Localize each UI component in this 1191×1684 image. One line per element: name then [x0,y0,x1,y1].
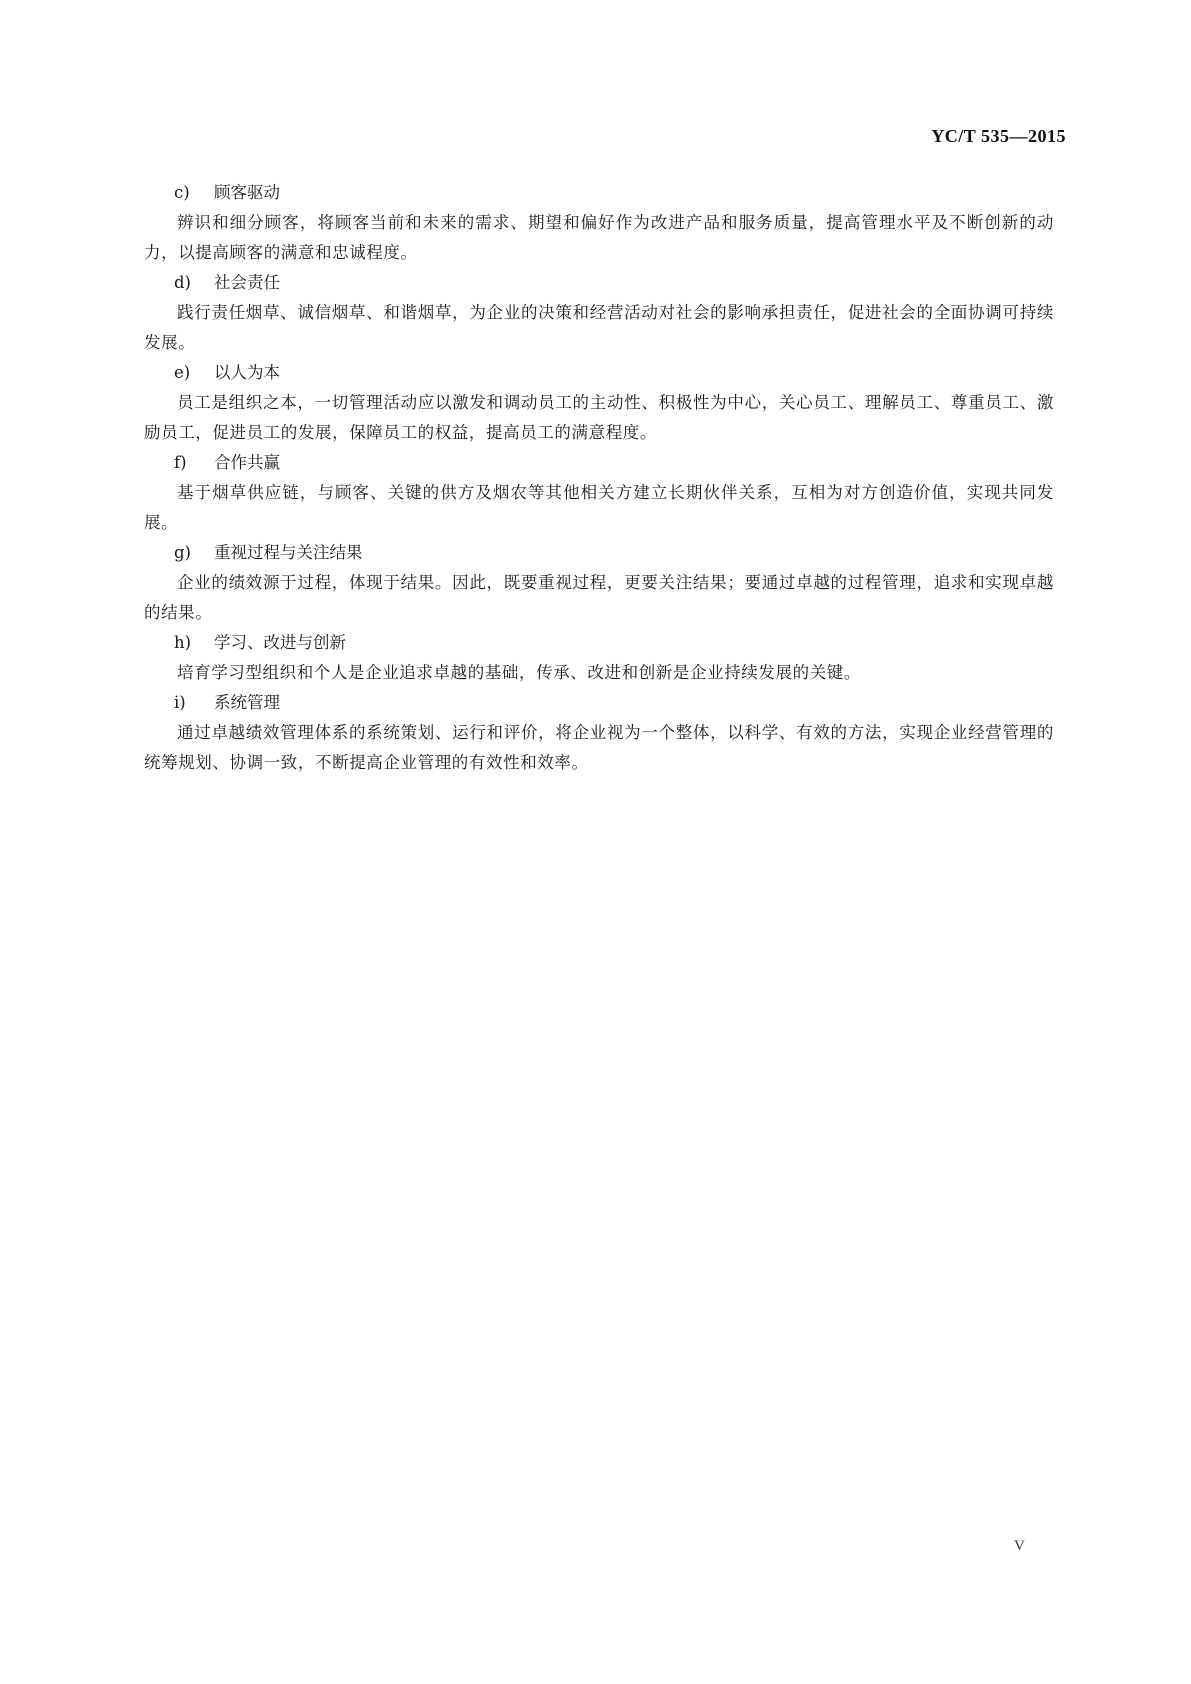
item-title-g [174,538,1054,568]
item-marker: g) [174,543,191,562]
item-title-c [174,178,1054,208]
item-title-text: 以人为本 [214,363,280,382]
item-body-i: 通过卓越绩效管理体系的系统策划、运行和评价，将企业视为一个整体，以科学、有效的方法，实现企业经营管理的统筹规划、协调一致，不断提高企业管理的有效性和效率。 [144,723,1054,772]
item-title-text: 顾客驱动 [214,183,280,202]
item-title-i [174,688,1054,718]
item-title-text: 系统管理 [214,693,280,712]
item-title-text: 重视过程与关注结果 [214,543,363,562]
document-body [144,178,1054,778]
item-body-d: 践行责任烟草、诚信烟草、和谐烟草，为企业的决策和经营活动对社会的影响承担责任，促进社会的全面协调可持续发展。 [144,303,1054,352]
item-marker: e) [174,363,191,382]
item-body-c: 辨识和细分顾客，将顾客当前和未来的需求、期望和偏好作为改进产品和服务质量，提高管理水平及不断创新的动力，以提高顾客的满意和忠诚程度。 [144,213,1054,262]
item-body-e: 员工是组织之本，一切管理活动应以激发和调动员工的主动性、积极性为中心，关心员工、理解员工、尊重员工、激励员工，促进员工的发展，保障员工的权益，提高员工的满意程度。 [144,393,1054,442]
item-title-h [174,628,1054,658]
item-body-g: 企业的绩效源于过程，体现于结果。因此，既要重视过程，更要关注结果；要通过卓越的过程管理，追求和实现卓越的结果。 [144,573,1054,622]
item-body-h: 培育学习型组织和个人是企业追求卓越的基础，传承、改进和创新是企业持续发展的关键。 [177,663,861,682]
item-title-text: 合作共赢 [214,453,280,472]
item-title-text: 学习、改进与创新 [214,633,346,652]
item-body-f: 基于烟草供应链，与顾客、关键的供方及烟农等其他相关方建立长期伙伴关系，互相为对方创造价值，实现共同发展。 [144,483,1054,532]
page-number: V [1014,1538,1025,1554]
standard-code: YC/T 535—2015 [931,126,1066,146]
item-marker: c) [174,183,190,202]
item-title-f [174,448,1054,478]
item-title-e [174,358,1054,388]
item-marker: h) [174,633,192,652]
item-title-d [174,268,1054,298]
item-title-text: 社会责任 [214,273,280,292]
item-marker: i) [174,693,186,712]
item-marker: d) [174,273,191,292]
item-marker: f) [174,453,187,472]
